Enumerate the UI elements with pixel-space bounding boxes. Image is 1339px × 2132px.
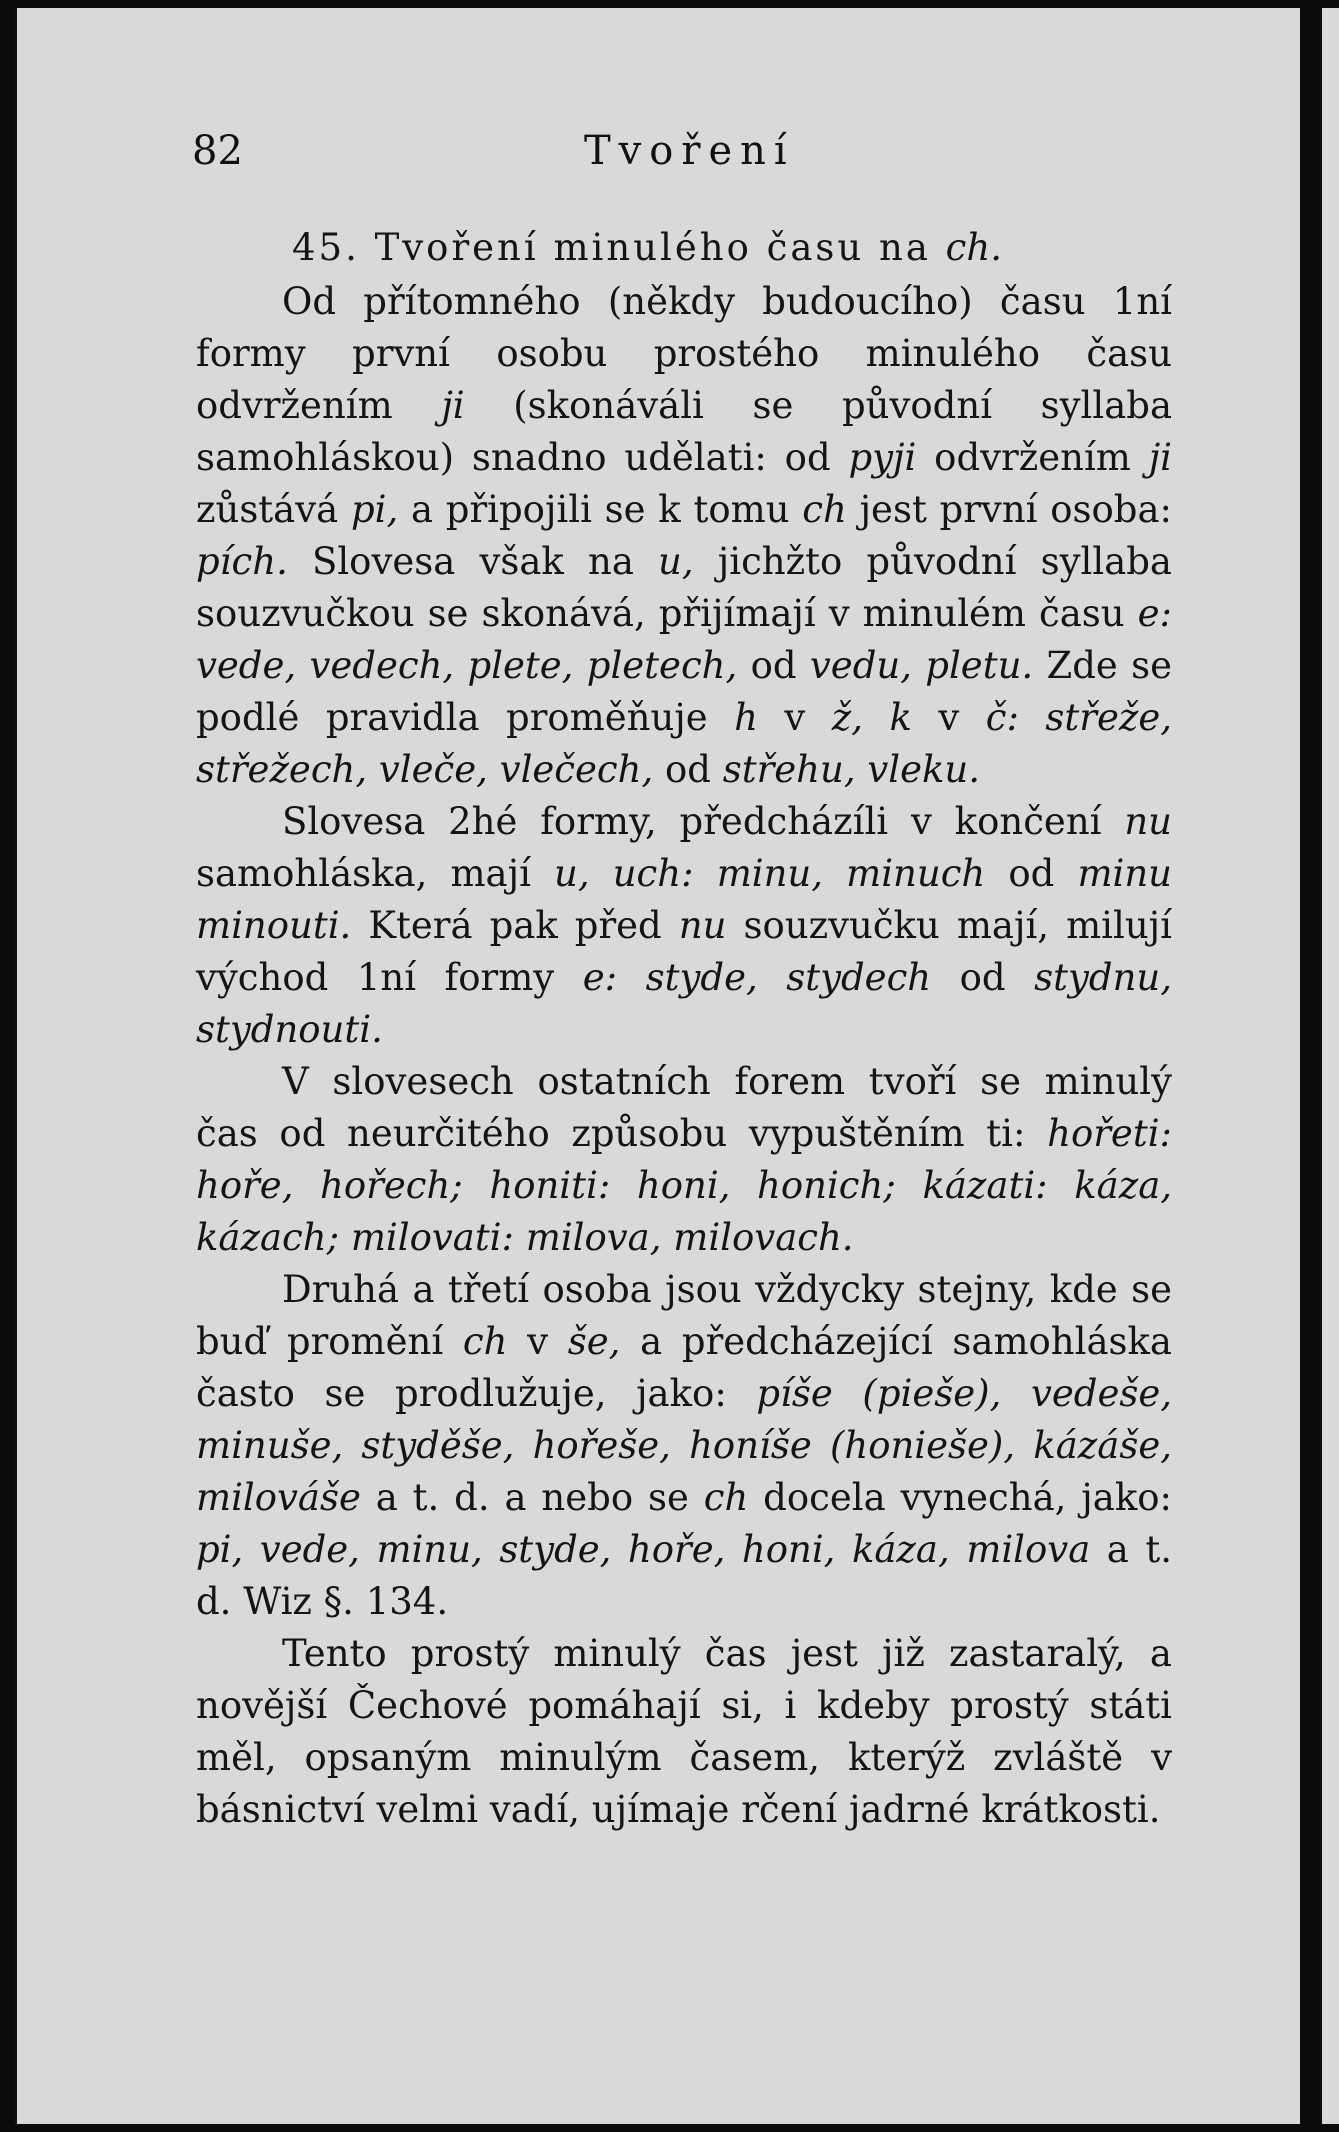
paragraphs: [196, 276, 1172, 1836]
italic-term: nu: [1124, 800, 1172, 843]
italic-term: k: [889, 696, 912, 739]
italic-term: nu: [678, 904, 727, 947]
italic-term: kázati: káza, kázach;: [196, 1164, 1173, 1259]
italic-term: pích.: [196, 540, 288, 583]
italic-term: ji: [1148, 436, 1172, 479]
text-run: jichžto původní syllaba souzvučkou se skonává, přijímají v minulém času: [196, 540, 1172, 635]
text-run: (skonáváli se původní syllaba samohláskou) snadno udělati: od: [196, 384, 1173, 479]
italic-term: č:: [985, 696, 1019, 739]
text-run: Druhá a třetí osoba jsou vždycky stejny, kde se buď promění: [196, 1268, 1172, 1363]
text-run: zůstává: [196, 488, 351, 531]
italic-term: minu, minuch: [716, 852, 986, 895]
section-title-text: 45. Tvoření minulého času na: [292, 226, 931, 269]
italic-term: minu minouti.: [196, 852, 1173, 947]
text-run: a t. d. a nebo se: [360, 1476, 704, 1519]
italic-term: vede, vedech, plete, pletech,: [196, 644, 738, 687]
running-head: [182, 128, 1172, 188]
page-edge-line: [14, 8, 17, 2124]
italic-term: h: [734, 696, 758, 739]
italic-term: e:: [582, 956, 618, 999]
italic-term: stydnu, stydnouti.: [196, 956, 1173, 1051]
text-run: [590, 852, 613, 895]
text-run: V slovesech ostatních forem tvoří se minulý čas od neurčitého způsobu vypuštěním ti:: [196, 1060, 1172, 1155]
paragraph-2: [196, 796, 1172, 1056]
italic-term: styde, stydech: [645, 956, 932, 999]
text-run: od: [985, 852, 1078, 895]
text-run: Která pak před: [351, 904, 679, 947]
italic-term: ch: [462, 1320, 508, 1363]
text-run: [694, 852, 717, 895]
italic-term: e:: [1137, 592, 1172, 635]
text-run: Zde se podlé pravidla proměňuje: [196, 644, 1173, 739]
paragraph-4: [196, 1264, 1172, 1628]
section-title: [196, 222, 1172, 274]
page-number: 82: [192, 128, 243, 174]
text-run: a t. d. Wiz §. 134.: [196, 1528, 1172, 1623]
text-run: a připojili se k tomu: [398, 488, 803, 531]
text-run: [463, 1164, 490, 1207]
text-run: od: [653, 748, 723, 791]
italic-term: ch: [802, 488, 847, 531]
paragraph-3: [196, 1056, 1172, 1264]
text-run: Tento prostý minulý čas jest již zastaralý, a novější Čechové pomáhají si, i kdeby prostý státi měl, opsaným minulým časem, kterýž zvláště v básnictví velmi vadí, ujímaje rčení jadrné krátkosti.: [196, 1632, 1172, 1831]
section-title-italic: ch.: [945, 226, 1002, 269]
text-run: od: [737, 644, 810, 687]
italic-term: u,: [554, 852, 590, 895]
text-run: [863, 696, 889, 739]
italic-term: střehu, vleku.: [722, 748, 980, 791]
page-body: [196, 222, 1172, 1836]
italic-term: píše (pieše), vedeše, minuše, styděše, hořeše, honíše (honieše), kázáše, milováše: [196, 1372, 1172, 1519]
italic-term: ch: [703, 1476, 749, 1519]
italic-term: milovati: milova, milovach.: [350, 1216, 854, 1259]
paragraph-1: [196, 276, 1172, 796]
italic-term: vedu, pletu.: [809, 644, 1034, 687]
text-run: v: [757, 696, 832, 739]
text-run: [896, 1164, 923, 1207]
text-run: odvržením: [916, 436, 1149, 479]
text-run: souzvučku mají, milují východ 1ní formy: [196, 904, 1172, 999]
italic-term: še,: [567, 1320, 621, 1363]
text-run: a předcházející samohláska často se prodlužuje, jako:: [196, 1320, 1172, 1415]
text-run: Od přítomného (někdy budoucího) času 1ní formy první osobu prostého minulého času odvržením: [196, 280, 1172, 427]
italic-term: pi,: [350, 488, 399, 531]
text-run: [617, 956, 646, 999]
italic-term: střeže, střežech, vleče, vlečech,: [196, 696, 1172, 791]
italic-term: ji: [441, 384, 465, 427]
text-run: Slovesa 2hé formy, předcházíli v končení: [282, 800, 1125, 843]
text-run: [1019, 696, 1045, 739]
text-run: jest první osoba:: [846, 488, 1172, 531]
italic-term: hořeti: hoře, hořech;: [196, 1112, 1172, 1207]
text-run: samohláska, mají: [196, 852, 555, 895]
text-run: v: [507, 1320, 568, 1363]
italic-term: u,: [658, 540, 694, 583]
running-title: Tvoření: [584, 128, 795, 174]
italic-term: pyji: [848, 436, 917, 479]
text-run: Slovesa však na: [287, 540, 659, 583]
italic-term: pi, vede, minu, styde, hoře, honi, káza, milova: [196, 1528, 1091, 1571]
italic-term: ž,: [831, 696, 864, 739]
text-run: docela vynechá, jako:: [748, 1476, 1172, 1519]
text-run: v: [911, 696, 986, 739]
text-run: od: [931, 956, 1035, 999]
facing-page-edge: [1300, 8, 1339, 2124]
italic-term: honiti: honi, honich;: [489, 1164, 896, 1207]
paragraph-5: [196, 1628, 1172, 1836]
italic-term: uch:: [612, 852, 694, 895]
text-run: [339, 1216, 351, 1259]
